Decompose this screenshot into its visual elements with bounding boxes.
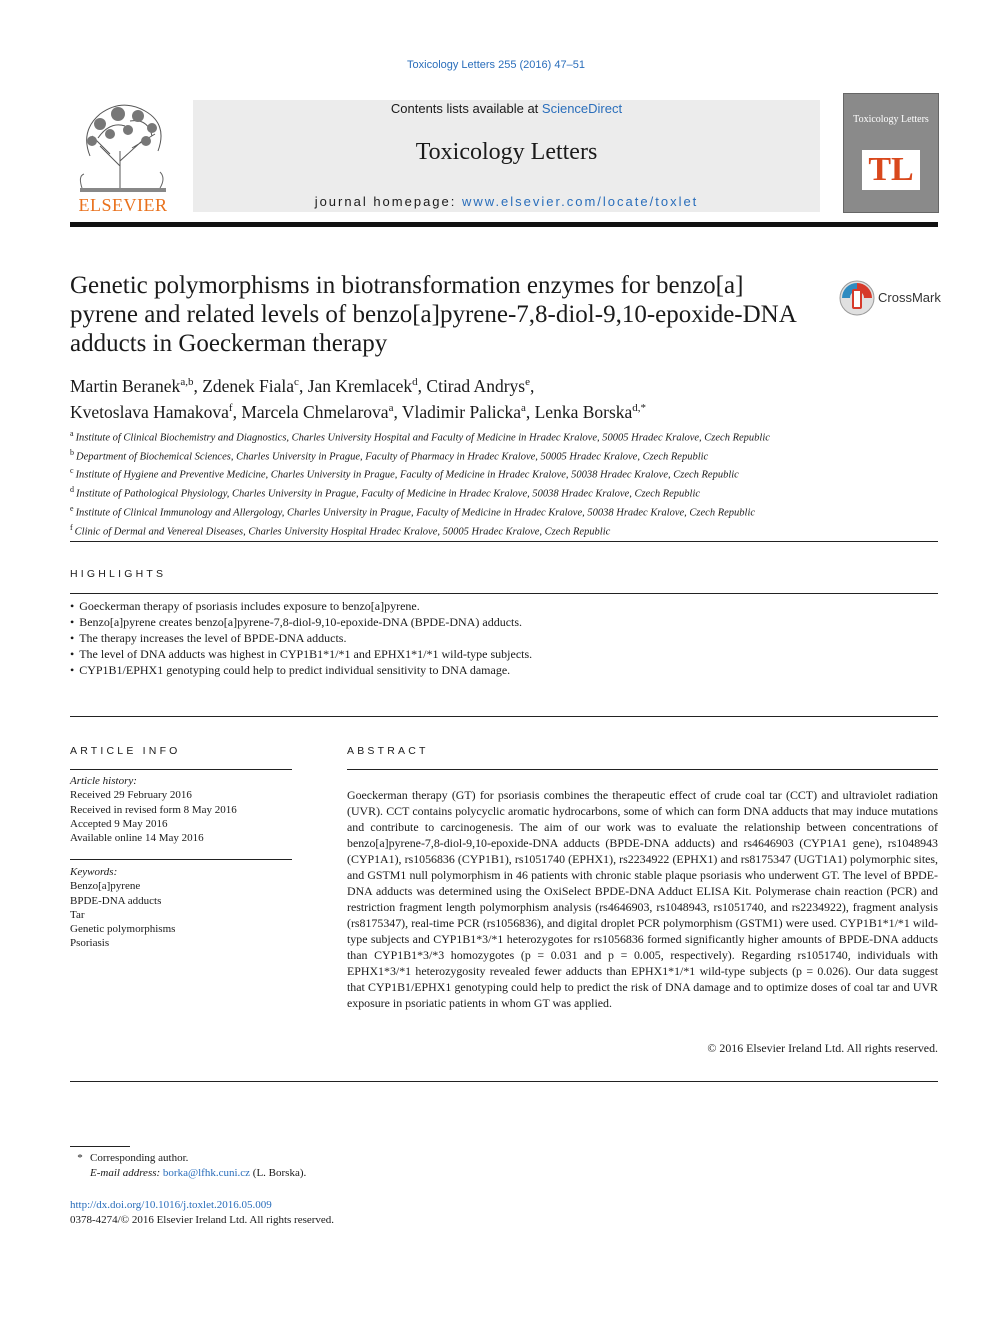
abstract-heading: ABSTRACT	[347, 745, 429, 757]
corresponding-author-note	[70, 1151, 306, 1181]
divider	[70, 859, 292, 860]
footnote-rule	[70, 1146, 130, 1147]
article-info-heading: ARTICLE INFO	[70, 745, 181, 757]
email-link[interactable]: borka@lfhk.cuni.cz	[162, 1167, 251, 1179]
author[interactable]: Ctirad Andrys$^e$	[426, 375, 530, 396]
affiliation: $^d$ Institute of Pathological Physiology, Charles University in Prague, Faculty of Medicine in Hradec Kralove, 50038 Hradec Kralove, Czech Republic	[70, 485, 701, 500]
history-item: Available online 14 May 2016	[70, 832, 204, 845]
author[interactable]: Lenka Borska$^{d,*}$	[534, 401, 647, 422]
author[interactable]: Jan Kremlacek$^d$	[307, 375, 418, 396]
sciencedirect-link[interactable]: ScienceDirect	[541, 101, 623, 116]
article-title: Genetic polymorphisms in biotransformation enzymes for benzo[a] pyrene and related levels of benzo[a]pyrene-7,8-diol-9,10-epoxide-DNA adducts in Goeckerman therapy	[70, 272, 796, 357]
keywords	[70, 865, 292, 951]
affiliation: $^c$ Institute of Hygiene and Preventive Medicine, Charles University in Prague, Faculty of Medicine in Hradec Kralove, 50038 Hradec Kralove, Czech Republic	[70, 466, 739, 481]
footnote-marker: *	[77, 1152, 83, 1164]
divider	[70, 1081, 938, 1082]
homepage-prefix: journal homepage:	[314, 194, 462, 209]
keyword: Genetic polymorphisms	[70, 923, 176, 936]
homepage-link[interactable]: www.elsevier.com/locate/toxlet	[462, 194, 699, 209]
contents-prefix: Contents lists available at	[390, 101, 542, 116]
highlight-item: • Goeckerman therapy of psoriasis includes exposure to benzo[a]pyrene.	[70, 598, 930, 614]
affiliation: $^e$ Institute of Clinical Immunology and Allergology, Charles University in Prague, Faculty of Medicine in Hradec Kralove, 50038 Hradec Kralove, Czech Republic	[70, 503, 756, 519]
highlight-item: • The therapy increases the level of BPDE-DNA adducts.	[70, 630, 930, 646]
journal-cover-image	[843, 93, 939, 213]
author-list: Martin Beranek$^{a,b}$, Zdenek Fiala$^c$, Jan Kremlacek$^d$, Ctirad Andrys$^e$, Kvetoslava Hamakova$^f$, Marcela Chmelarova$^a$, Vladimir Palicka$^a$, Lenka Borska$^{d,*}$	[70, 375, 647, 422]
highlight-item: • The level of DNA adducts was highest in CYP1B1*1/*1 and EPHX1*1/*1 wild-type subjects.	[70, 646, 930, 662]
corresponding-label: Corresponding author.	[90, 1152, 189, 1164]
journal-homepage	[193, 194, 820, 209]
highlights-list	[70, 598, 930, 678]
crossmark-icon	[838, 279, 876, 317]
journal-title: Toxicology Letters	[415, 139, 598, 165]
email-label: E-mail address:	[90, 1167, 161, 1179]
cover-title: Toxicology Letters	[853, 114, 929, 125]
divider	[70, 769, 292, 770]
crossmark-badge[interactable]	[838, 279, 941, 317]
affiliation: $^f$ Clinic of Dermal and Venereal Diseases, Charles University Hospital Hradec Kralove, 50005 Hradec Kralove, Czech Republic	[70, 522, 611, 538]
article-history	[70, 774, 292, 845]
author[interactable]: Zdenek Fiala$^c$	[202, 375, 299, 396]
author[interactable]: Marcela Chmelarova$^a$	[241, 401, 394, 422]
doi-link[interactable]: http://dx.doi.org/10.1016/j.toxlet.2016.05.009	[70, 1199, 272, 1211]
divider	[70, 716, 938, 717]
abstract-body: Goeckerman therapy (GT) for psoriasis combines the therapeutic effect of crude coal tar (CCT) and ultraviolet radiation (UVR). CCT contains polycyclic aromatic hydrocarbons, some of which can form DNA adducts that may induce mutations and contribute to carcinogenesis. The aim of our work was to evaluate the relationship between concentrations of benzo[a]pyrene-7,8-diol-9,10-epoxide-DNA adducts (BPDE-DNA adducts) and rs4646903 (CYP1A1 gene), rs1048943 (CYP1A1), rs1056836 (CYP1B1), rs1051740 (EPHX1), rs2234922 (EPHX1) and rs8175347 (UGT1A1) polymorphic sites, and GSTM1 null polymorphism in 46 patients with chronic stable plaque psoriasis who underwent GT. The level of BPDE-DNA adducts was determined using the OxiSelect BPDE-DNA Adduct ELISA Kit. Polymerase chain reaction (PCR) and restriction fragment length polymorphism analysis (rs4646903, rs1048943, rs1051740, and rs2234922), fragment analysis (rs8175347), real-time PCR (rs1056836), and digital droplet PCR polymorphism (GSTM1) were used. CYP1B1*1/*1 wild-type subjects and CYP1B1*3/*1 heterozygotes for rs1056836 formed significantly higher amounts of BPDE-DNA adducts than CYP1B1*3/*3 homozygotes (p = 0.031 and p = 0.005, respectively). Regarding rs1051740, individuals with EPHX1*3/*1 heterozygosity revealed fewer adducts than EPHX1*1/*1 wild-type subjects (p = 0.026). Our data suggest that CYP1B1/EPHX1 genotyping could help to predict the risk of DNA damage and to optimize doses of coal tar and UVR exposure in psoriatic patients in whom GT was applied.	[347, 788, 938, 1010]
highlights-heading: HIGHLIGHTS	[70, 568, 167, 580]
affiliation-list	[70, 427, 870, 539]
affiliation: $^b$ Department of Biochemical Sciences, Charles University in Prague, Faculty of Pharmacy in Hradec Kralove, 50005 Hradec Kralove, Czech Republic	[70, 447, 709, 463]
highlight-item: • Benzo[a]pyrene creates benzo[a]pyrene-7,8-diol-9,10-epoxide-DNA (BPDE-DNA) adducts.	[70, 614, 930, 630]
divider	[70, 593, 938, 594]
elsevier-wordmark: ELSEVIER	[78, 195, 168, 215]
history-item: Received 29 February 2016	[70, 789, 192, 802]
highlight-item: • CYP1B1/EPHX1 genotyping could help to predict individual sensitivity to DNA damage.	[70, 662, 930, 678]
author[interactable]: Martin Beranek$^{a,b}$	[70, 375, 194, 396]
divider	[347, 769, 938, 770]
author[interactable]: Kvetoslava Hamakova$^f$	[70, 401, 233, 422]
contents-availability	[193, 101, 820, 116]
history-item: Accepted 9 May 2016	[70, 817, 168, 830]
history-item: Received in revised form 8 May 2016	[70, 803, 237, 816]
author[interactable]: Vladimir Palicka$^a$	[401, 401, 526, 422]
cover-mark: TL	[868, 151, 914, 188]
keywords-label: Keywords:	[70, 866, 118, 878]
elsevier-logo	[70, 96, 176, 214]
email-suffix: (L. Borska).	[250, 1167, 307, 1179]
issn-line: 0378-4274/© 2016 Elsevier Ireland Ltd. All rights reserved.	[70, 1214, 335, 1226]
history-label: Article history:	[70, 775, 137, 787]
journal-citation-link[interactable]: Toxicology Letters 255 (2016) 47–51	[407, 59, 585, 71]
keyword: Tar	[70, 908, 85, 921]
keyword: BPDE-DNA adducts	[70, 894, 162, 907]
keyword: Benzo[a]pyrene	[70, 880, 141, 893]
abstract-copyright: © 2016 Elsevier Ireland Ltd. All rights reserved.	[707, 1041, 938, 1055]
crossmark-label: CrossMark	[878, 290, 941, 305]
header-divider	[70, 222, 938, 227]
doi-block	[70, 1198, 334, 1228]
affiliation: $^a$ Institute of Clinical Biochemistry and Diagnostics, Charles University Hospital and Faculty of Medicine in Hradec Kralove, 50005 Hradec Kralove, Czech Republic	[70, 429, 770, 444]
divider	[70, 541, 938, 542]
keyword: Psoriasis	[70, 937, 110, 950]
